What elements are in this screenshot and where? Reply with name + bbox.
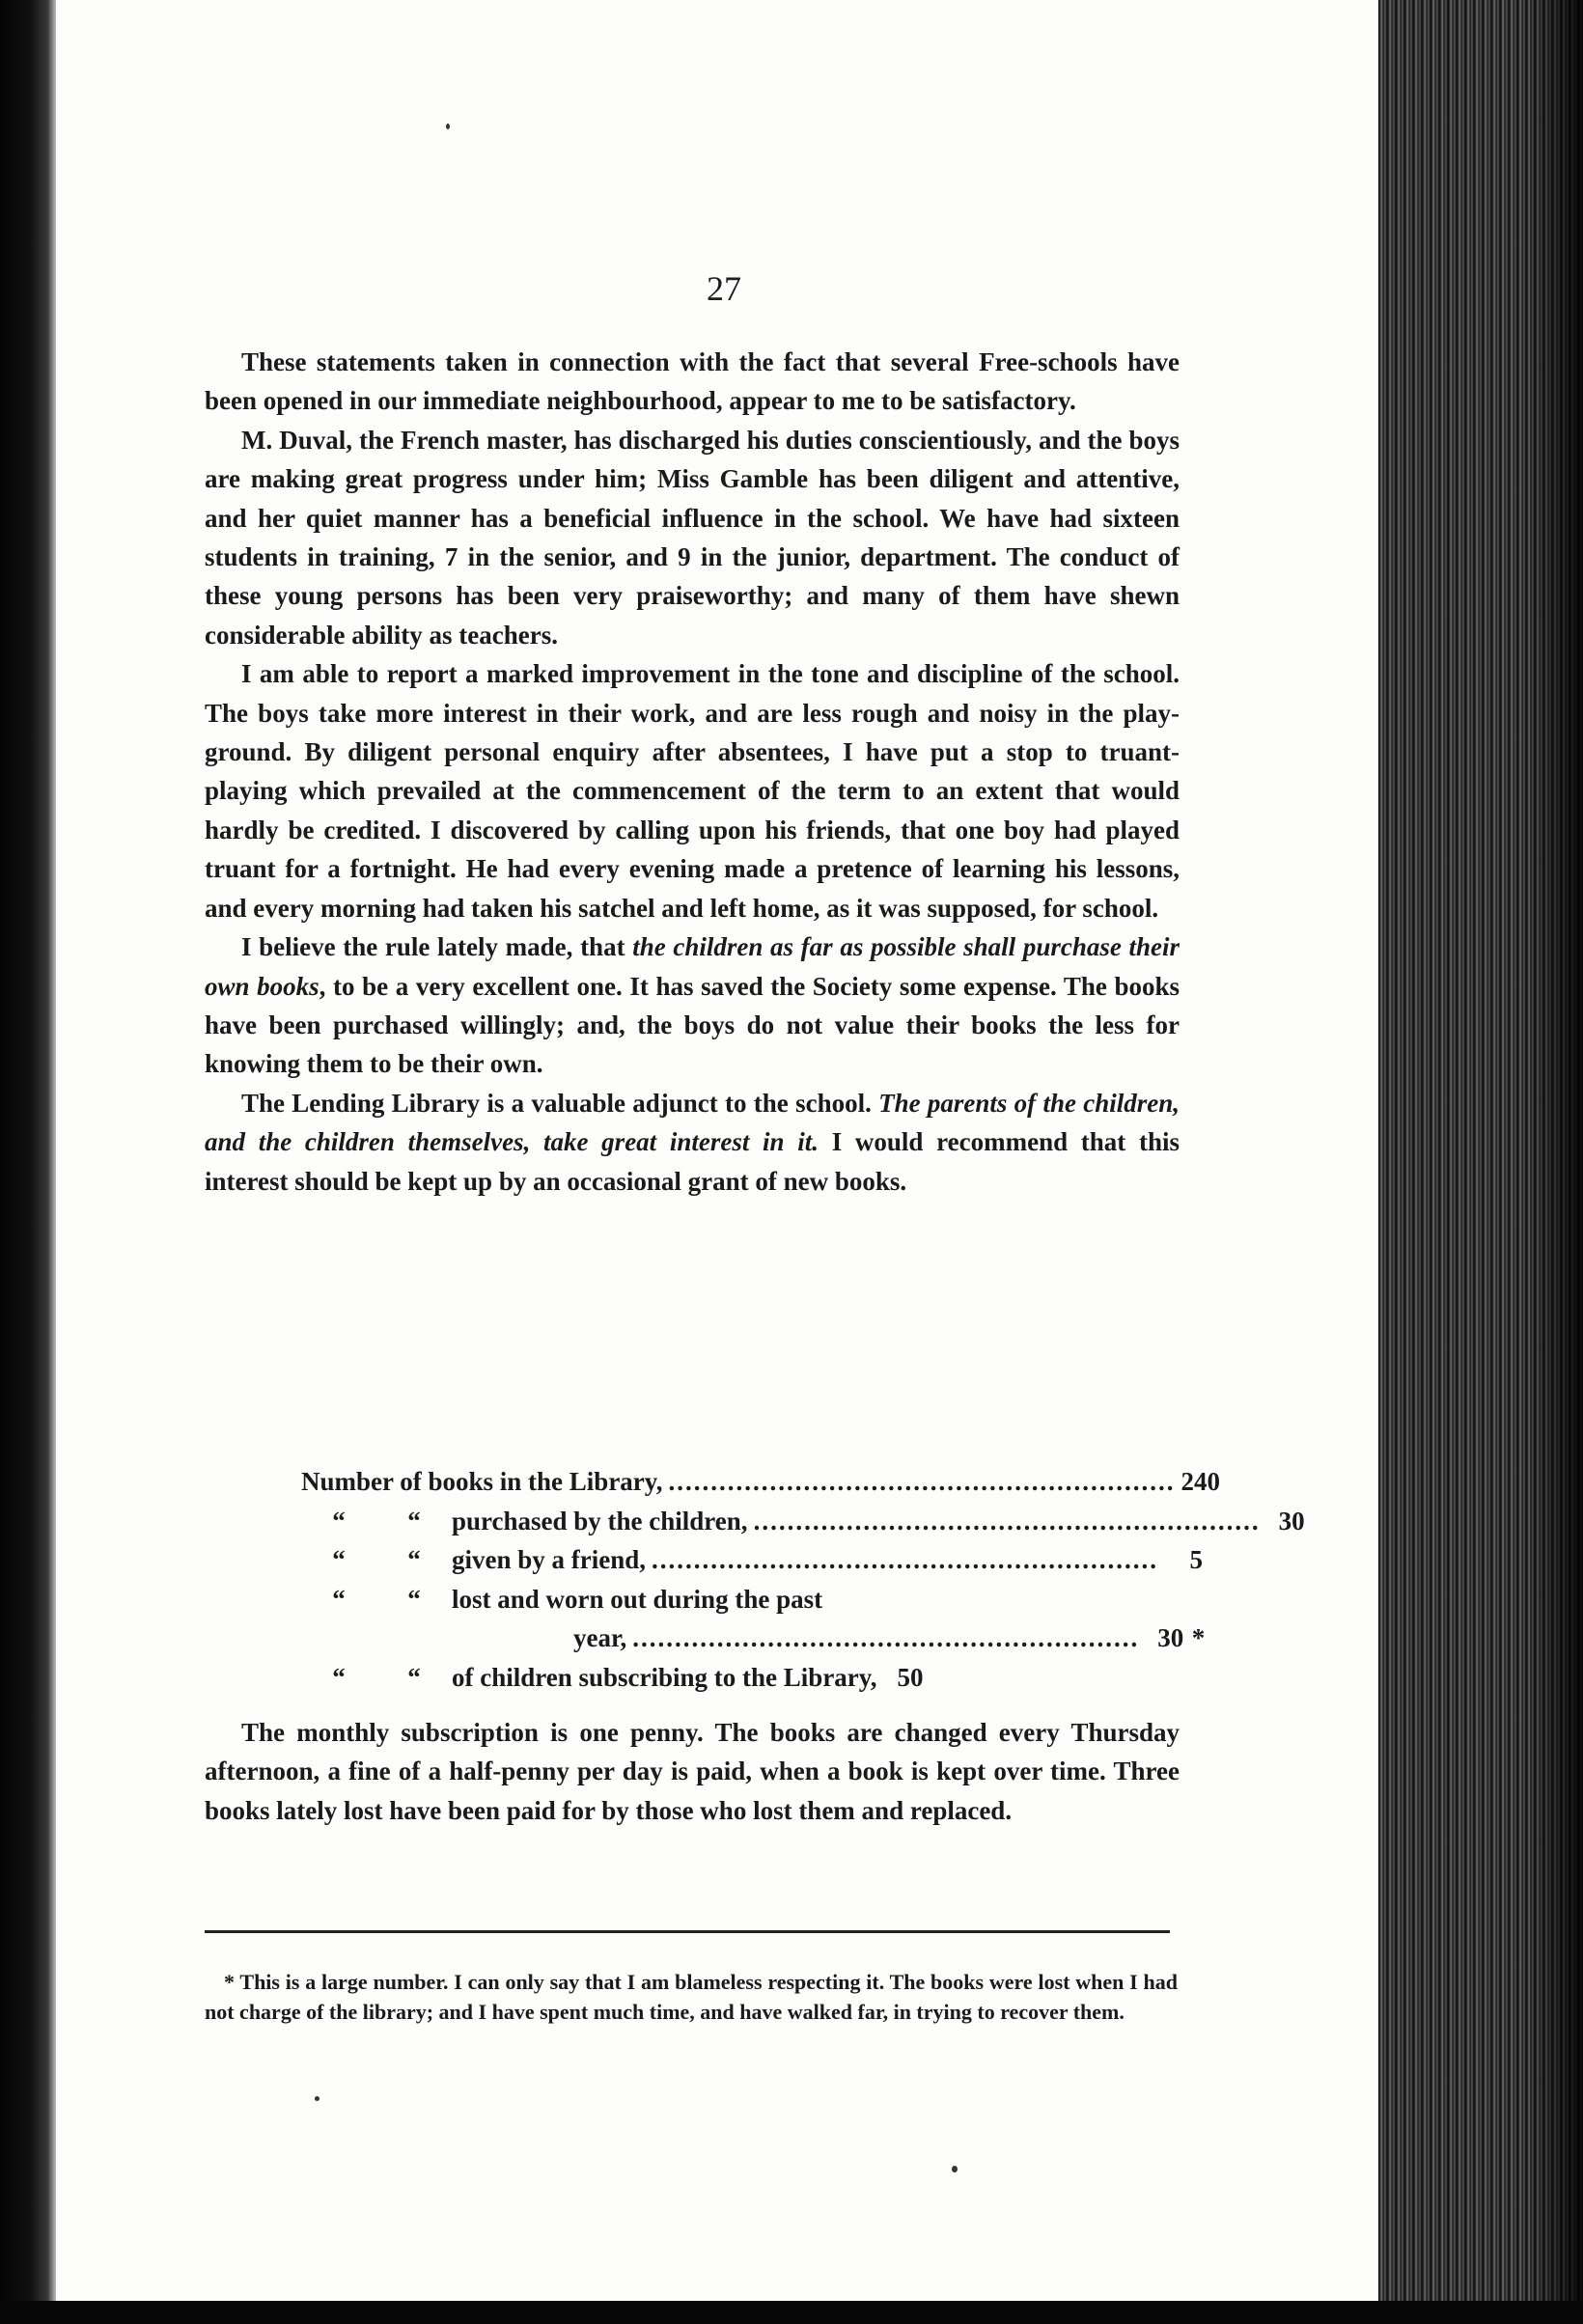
scan-speck bbox=[315, 2096, 319, 2101]
scan-speck bbox=[446, 124, 450, 129]
footnote-text: * This is a large number. I can only say that I am blameless respecting it. The books were lost when I had not charge of the library; and I have spent much time, and have walked far, in trying to recover them. bbox=[205, 1970, 1178, 2024]
inventory-leader: ............................................................ bbox=[632, 1623, 1140, 1652]
scan-speck bbox=[952, 2166, 958, 2172]
ditto-mark: “ bbox=[407, 1506, 421, 1536]
paragraph-books-rule-italic: the children as far as possible shall purchase their own books bbox=[205, 932, 1180, 1001]
ditto-mark: “ bbox=[407, 1584, 421, 1614]
scan-bottom-border bbox=[0, 2301, 1583, 2324]
paragraph-free-schools: These statements taken in connection with the fact that several Free-schools have been opened in our immediate neighbourhood, appear to me to be satisfactory. bbox=[205, 347, 1180, 416]
paragraph-discipline: I am able to report a marked improvement in the tone and discipline of the school. The boys take more interest in their work, and are less rough and noisy in the play-ground. By diligent personal enquiry after absentees, I have put a stop to truant-playing which prevailed at the commencement of the term to an extent that would hardly be credited. I discovered by calling upon his friends, that one boy had played truant for a fortnight. He had every evening made a pretence of learning his lessons, and every morning had taken his satchel and left home, as it was supposed, for school. bbox=[205, 659, 1180, 923]
inventory-value: 50 bbox=[897, 1662, 924, 1692]
inventory-label: of children subscribing to the Library, bbox=[452, 1662, 877, 1692]
paragraph-books-rule-after: , to be a very excellent one. It has saved the Society some expense. The books have been purchased willingly; and, the boys do not value their books the less for knowing them to be their own. bbox=[205, 971, 1180, 1079]
inventory-label: lost and worn out during the past bbox=[452, 1584, 823, 1614]
inventory-row-continuation bbox=[301, 1618, 1206, 1658]
inventory-label: given by a friend, bbox=[452, 1545, 647, 1574]
inventory-value: 30 bbox=[1157, 1623, 1184, 1652]
ditto-mark: “ bbox=[332, 1584, 346, 1614]
paragraph-library-italic: The parents of the children, and the children themselves, take great interest in it. bbox=[205, 1088, 1180, 1157]
inventory-label: purchased by the children, bbox=[452, 1506, 748, 1536]
book-left-edge bbox=[0, 0, 56, 2324]
ditto-mark: “ bbox=[407, 1662, 421, 1692]
paragraph-library-after: I would recommend that this interest should be kept up by an occasional grant of new books. bbox=[205, 1127, 1180, 1196]
inventory-value: 5 bbox=[1189, 1545, 1204, 1574]
inventory-leader: ............................................................ bbox=[652, 1545, 1159, 1574]
inventory-label-continuation: year, bbox=[573, 1623, 627, 1652]
library-inventory bbox=[301, 1462, 1305, 1697]
footnote-divider bbox=[205, 1930, 1170, 1933]
book-page-edges bbox=[1378, 0, 1583, 2324]
closing-text bbox=[205, 1713, 1180, 1830]
page-number: 27 bbox=[707, 269, 741, 308]
paragraph-subscription: The monthly subscription is one penny. The books are changed every Thursday afternoon, a fine of a half-penny per day is paid, when a book is kept over time. Three books lately lost have been paid for by those who lost them and replaced. bbox=[205, 1718, 1180, 1825]
inventory-label: Number of books in the Library, bbox=[301, 1467, 663, 1496]
inventory-leader: ............................................................ bbox=[668, 1467, 1176, 1496]
inventory-leader: ............................................................ bbox=[753, 1506, 1261, 1536]
body-text bbox=[205, 343, 1180, 1201]
inventory-row bbox=[301, 1580, 1112, 1619]
paragraph-lending-library bbox=[205, 1084, 1180, 1201]
inventory-value: 240 bbox=[1180, 1467, 1221, 1496]
paragraph-books-rule-before: I believe the rule lately made, that bbox=[241, 932, 633, 962]
footnote-marker: * bbox=[1191, 1623, 1206, 1652]
inventory-value: 30 bbox=[1278, 1506, 1305, 1536]
inventory-row bbox=[301, 1658, 1112, 1698]
inventory-row bbox=[301, 1502, 1305, 1541]
paragraph-books-rule bbox=[205, 927, 1180, 1084]
ditto-mark: “ bbox=[407, 1545, 421, 1574]
ditto-mark: “ bbox=[332, 1506, 346, 1536]
ditto-mark: “ bbox=[332, 1662, 346, 1692]
ditto-mark: “ bbox=[332, 1545, 346, 1574]
paragraph-library-before: The Lending Library is a valuable adjunct to the school. bbox=[241, 1088, 879, 1118]
inventory-row bbox=[301, 1462, 1221, 1502]
paragraph-staff: M. Duval, the French master, has discharged his duties conscientiously, and the boys are making great progress under him; Miss Gamble has been diligent and attentive, and her quiet manner has a beneficial influence in the school. We have had sixteen students in training, 7 in the senior, and 9 in the junior, department. The conduct of these young persons has been very praiseworthy; and many of them have shewn considerable ability as teachers. bbox=[205, 425, 1180, 650]
inventory-row bbox=[301, 1540, 1204, 1580]
footnote bbox=[205, 1967, 1178, 2027]
